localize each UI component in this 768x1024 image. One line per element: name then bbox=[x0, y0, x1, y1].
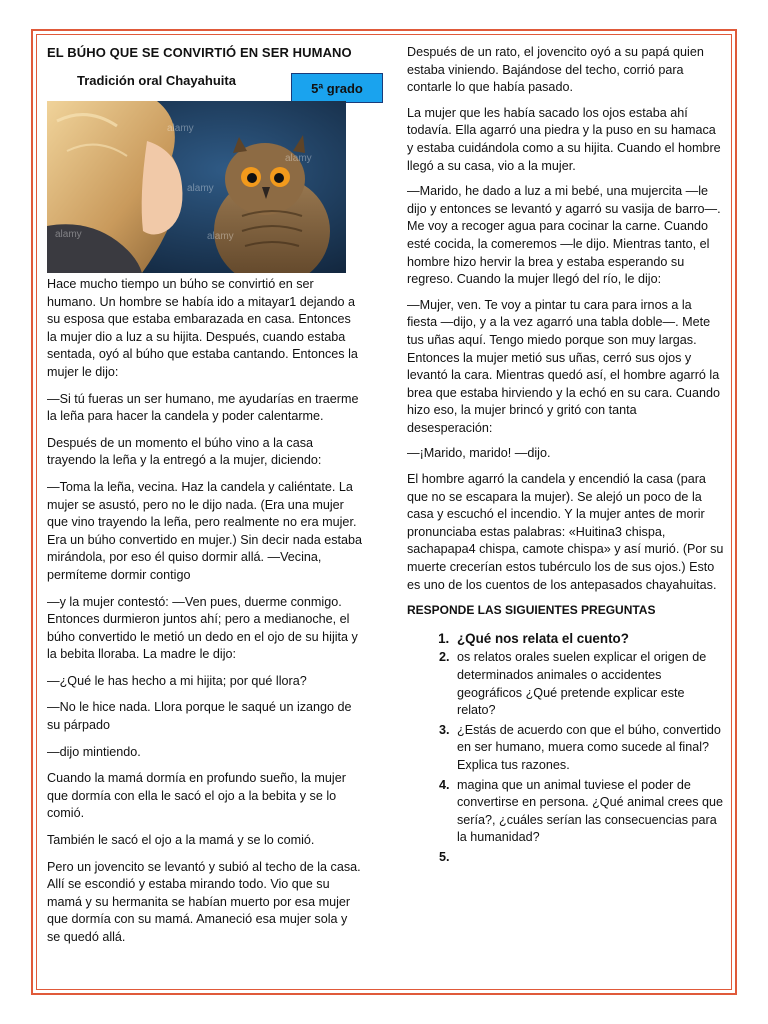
story-right-column bbox=[407, 44, 725, 869]
story-paragraph: —dijo mintiendo. bbox=[47, 744, 141, 759]
story-paragraph: —y la mujer contestó: —Ven pues, duerme conmigo. Entonces durmieron juntos ahí; pero a medianoche, el búho convertido le metió un dedo en el ojo de su hijita y la bebita lloraba. La madre le dijo: bbox=[47, 594, 358, 662]
story-paragraph: Después de un rato, el jovencito oyó a su papá quien estaba viniendo. Bajándose del techo, corrió para contarle lo que había pasado. bbox=[407, 45, 704, 95]
story-paragraph: —Marido, he dado a luz a mi bebé, una mujercita —le dijo y entonces se levantó y agarró su vasija de barro—. Me voy a recoger agua para cocinar la carne. Cuando esté cocida, la comeremos —le dijo. Mientras tanto, el hombre hizo hervir la brea y estaba esperando su regreso. Cuando la mujer llegó del río, le dijo: bbox=[407, 184, 721, 287]
story-paragraph: Pero un jovencito se levantó y subió al techo de la casa. Allí se escondió y estaba mirando todo. Vio que su mamá y su hermanita se habían muerto por esa mujer que dormía con su mamá. Amaneció esa mujer sola y se quedó allá. bbox=[47, 859, 361, 944]
woman-and-owl-illustration bbox=[47, 101, 346, 273]
story-left-column bbox=[47, 276, 363, 956]
question-item: 3. ¿Estás de acuerdo con que el búho, convertido en ser humano, muera como sucede al final? Explica tus razones. bbox=[453, 722, 725, 775]
watermark: alamy bbox=[55, 229, 82, 240]
story-subtitle: Tradición oral Chayahuita bbox=[77, 72, 236, 88]
watermark: alamy bbox=[207, 231, 234, 242]
story-title: EL BÚHO QUE SE CONVIRTIÓ EN SER HUMANO bbox=[47, 45, 352, 60]
question-item bbox=[453, 849, 725, 867]
question-item: 4. magina que un animal tuviese el poder de convertirse en persona. ¿Qué animal crees que sería?, ¿cuáles serían las consecuencias para la humanidad? bbox=[453, 777, 725, 847]
story-paragraph: —¡Marido, marido! —dijo. bbox=[407, 446, 551, 461]
story-paragraph: Cuando la mamá dormía en profundo sueño, la mujer que dormía con ella le sacó el ojo a la bebita y se lo comió. bbox=[47, 771, 346, 821]
story-paragraph: —¿Qué le has hecho a mi hijita; por qué llora? bbox=[47, 673, 307, 688]
question-item: 1. ¿Qué nos relata el cuento? bbox=[453, 630, 725, 648]
watermark: alamy bbox=[167, 123, 194, 134]
story-paragraph: —No le hice nada. Llora porque le saqué un izango de su párpado bbox=[47, 700, 352, 733]
story-paragraph: La mujer que les había sacado los ojos estaba ahí todavía. Ella agarró una piedra y la puso en su hamaca y estaba cuidándola como a su hijita. Cuando el hombre llegó a su casa, vio a la mujer. bbox=[407, 105, 721, 173]
story-paragraph: También le sacó el ojo a la mamá y se lo comió. bbox=[47, 833, 315, 848]
grade-badge: 5ª grado bbox=[291, 73, 383, 103]
questions-list bbox=[407, 630, 725, 867]
watermark: alamy bbox=[285, 153, 312, 164]
questions-heading: RESPONDE LAS SIGUIENTES PREGUNTAS bbox=[407, 603, 656, 618]
story-photo bbox=[47, 101, 346, 273]
story-paragraph: —Toma la leña, vecina. Haz la candela y caliéntate. La mujer se asustó, pero no le dijo nada. (Era una mujer que vino trayendo la leña, pero realmente no era mujer. Era un búho convertido en mujer.) Sin decir nada estaba mirándola, por eso él quiso dormir allá. —Vecina, permíteme dormir contigo bbox=[47, 479, 363, 582]
story-paragraph: Después de un momento el búho vino a la casa trayendo la leña y la entregó a la mujer, diciendo: bbox=[47, 435, 322, 468]
watermark: alamy bbox=[187, 183, 214, 194]
story-paragraph: —Si tú fueras un ser humano, me ayudarías en traerme la leña para hacer la candela y poder calentarme. bbox=[47, 391, 359, 424]
story-paragraph: El hombre agarró la candela y encendió la casa (para que no se escapara la mujer). Se alejó un poco de la casa y escuchó el incendio. Y la mujer antes de morir pronunciaba estas palabras: «Huitina3 chispa, sachapapa4 chispa, camote chispa» y así murió. (Por su muerte crecerían estos tubérculo los de sus ojos.) Esto es uno de los cuentos de los antepasados chayahuitas. bbox=[407, 472, 724, 592]
story-paragraph: —Mujer, ven. Te voy a pintar tu cara para irnos a la fiesta —dijo, y a la vez agarró una tabla doble—. Mete tus uñas aquí. Tengo miedo porque son muy largas. Entonces la mujer metió sus uñas, cerró sus ojos y levantó la cara. Mientras quedó así, el hombre agarró la brea que estaba hirviendo y la echó en su cara. Cuando hizo eso, la mujer brincó y gritó con tanta desesperación: bbox=[407, 297, 720, 435]
story-paragraph: Hace mucho tiempo un búho se convirtió en ser humano. Un hombre se había ido a mitayar1 dejando a su esposa que estaba embarazada en casa. Entonces la mujer dio a luz a su hijita. Después, cuando estaba sentada, oyó al búho que estaba cantando. Entonces la mujer le dijo: bbox=[47, 277, 358, 379]
question-item: 2. os relatos orales suelen explicar el origen de determinados animales o accidentes geográficos ¿Qué pretende explicar este relato? bbox=[453, 649, 725, 719]
